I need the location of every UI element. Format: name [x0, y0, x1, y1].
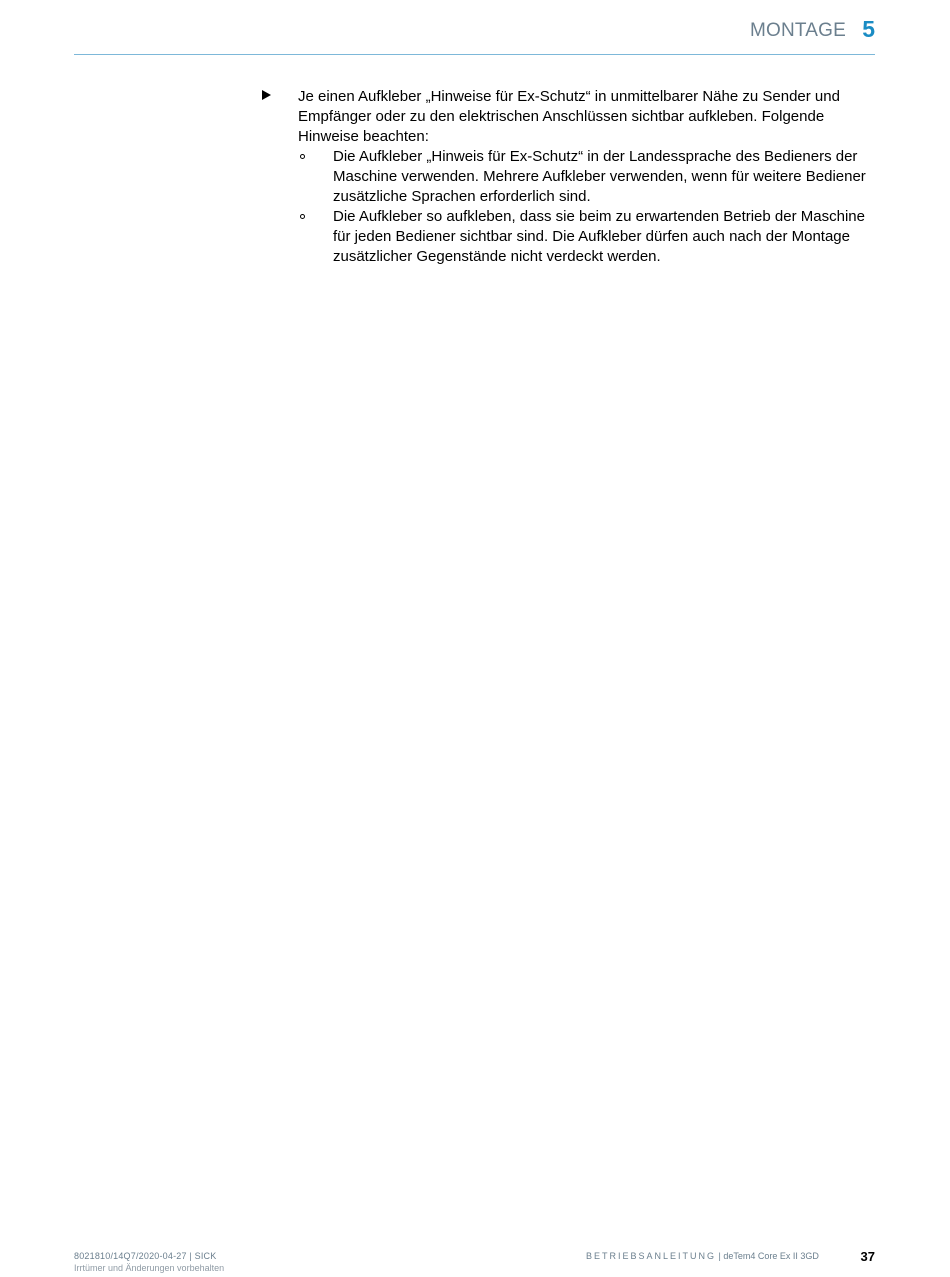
product-name: deTem4 Core Ex II 3GD — [723, 1251, 819, 1261]
instruction-step — [262, 87, 875, 267]
circle-bullet-icon — [300, 214, 305, 219]
list-item — [298, 147, 875, 207]
page-number: 37 — [860, 1249, 875, 1264]
disclaimer: Irrtümer und Änderungen vorbehalten — [74, 1263, 225, 1273]
instruction-text: Je einen Aufkleber „Hinweise für Ex-Schutz“ in unmittelbarer Nähe zu Sender und Empfänger oder zu den elektrischen Anschlüssen sichtbar aufkleben. Folgende Hinweise beachten: — [298, 88, 840, 145]
list-item-text: Die Aufkleber so aufkleben, dass sie beim zu erwartenden Betrieb der Maschine für jeden Bediener sichtbar sind. Die Aufkleber dürfen auch nach der Montage zusätzlicher Gegenstände nicht verdeckt werden. — [333, 208, 865, 265]
main-content — [262, 87, 875, 267]
footer-left — [74, 1250, 224, 1274]
sub-list — [298, 147, 875, 267]
chapter-title: MONTAGE — [749, 20, 846, 41]
list-item-text: Die Aufkleber „Hinweis für Ex-Schutz“ in der Landessprache des Bedieners der Maschine verwenden. Mehrere Aufkleber verwenden, wenn für weitere Bediener zusätzliche Sprachen erforderlich sind. — [333, 148, 866, 205]
footer-right — [586, 1250, 819, 1262]
chapter-number: 5 — [862, 16, 875, 42]
footer-separator: | — [716, 1251, 724, 1261]
triangle-bullet-icon — [262, 90, 271, 100]
circle-bullet-icon — [300, 154, 305, 159]
document-type: BETRIEBSANLEITUNG — [586, 1251, 717, 1261]
page-header — [74, 16, 875, 55]
document-id: 8021810/14Q7/2020-04-27 | SICK — [74, 1251, 217, 1261]
list-item — [298, 207, 875, 267]
